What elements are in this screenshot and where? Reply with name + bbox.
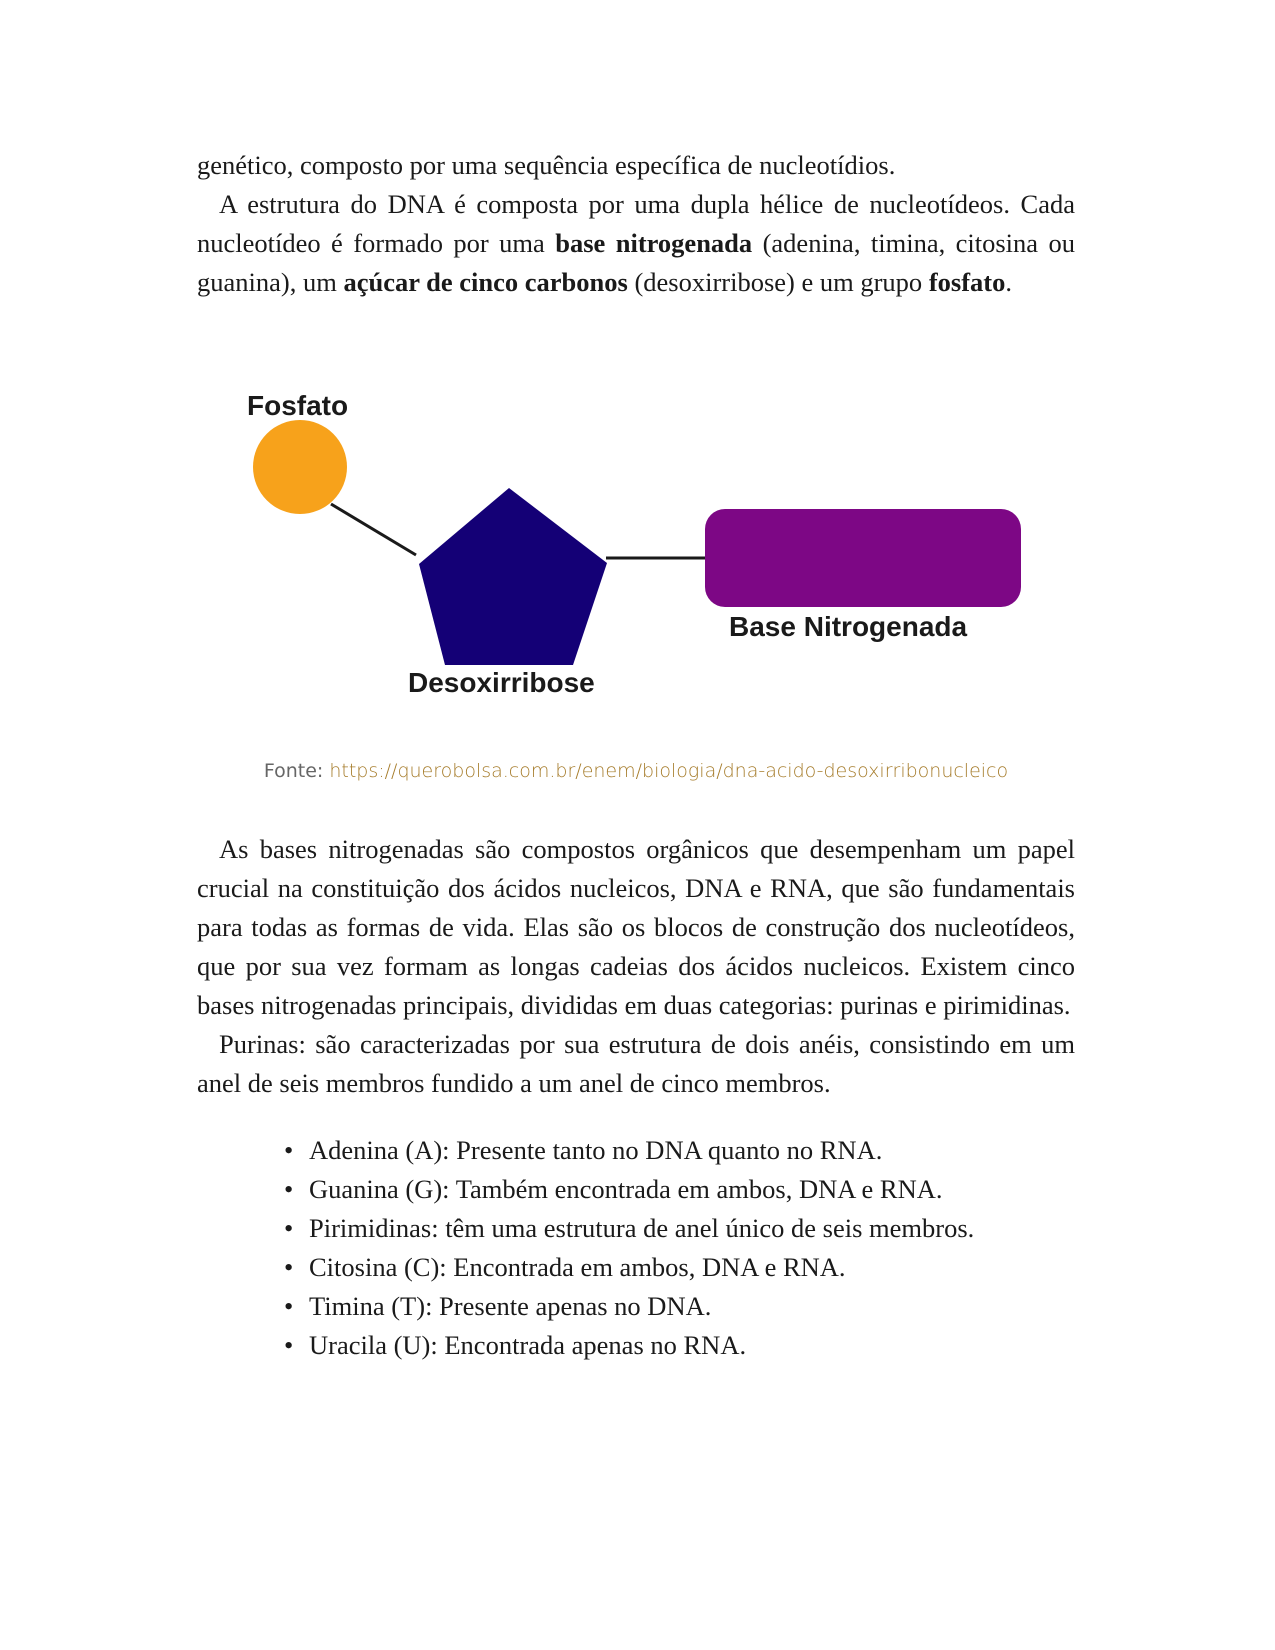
paragraph-2-text-c: (desoxirribose) e um grupo xyxy=(627,267,929,297)
paragraph-2-text-a: A estrutura do DNA é composta por uma dupla hélice de nucleotídeos. Cada nucleotídeo é formado por uma xyxy=(197,189,1075,258)
caption-prefix: Fonte: xyxy=(263,760,330,782)
list-item-text: Pirimidinas: têm uma estrutura de anel único de seis membros. xyxy=(309,1213,975,1243)
paragraph-1: genético, composto por uma sequência específica de nucleotídios. xyxy=(197,150,896,180)
sugar-pentagon xyxy=(419,488,607,665)
bullet: • xyxy=(284,1291,294,1321)
bullet: • xyxy=(284,1213,294,1243)
bullet: • xyxy=(284,1330,294,1360)
bullet: • xyxy=(284,1252,294,1282)
list-item xyxy=(284,1209,1075,1248)
list-item-text: Timina (T): Presente apenas no DNA. xyxy=(309,1291,712,1321)
list-item xyxy=(284,1326,1075,1365)
bullet: • xyxy=(284,1174,294,1204)
phosphate-circle xyxy=(253,420,347,514)
paragraph-2 xyxy=(197,185,1075,302)
list-item xyxy=(284,1287,1075,1326)
paragraph-3: As bases nitrogenadas são compostos orgânicos que desempenham um papel crucial na constituição dos ácidos nucleicos, DNA e RNA, que são fundamentais para todas as formas de vida. Elas são os blocos de construção dos nucleotídeos, que por sua vez formam as longas cadeias dos ácidos nucleicos. Existem cinco bases nitrogenadas principais, divididas em duas categorias: purinas e pirimidinas. xyxy=(197,834,1075,1020)
paragraph-4: Purinas: são caracterizadas por sua estrutura de dois anéis, consistindo em um anel de seis membros fundido a um anel de cinco membros. xyxy=(197,1029,1075,1098)
list-item xyxy=(284,1131,1075,1170)
bold-base-nitrogenada: base nitrogenada xyxy=(555,228,753,258)
phosphate-label: Fosfato xyxy=(247,390,349,421)
list-item xyxy=(284,1170,1075,1209)
document-page xyxy=(197,146,1075,1365)
list-item-text: Uracila (U): Encontrada apenas no RNA. xyxy=(309,1330,747,1360)
sugar-label: Desoxirribose xyxy=(408,667,595,698)
caption-source-link[interactable]: https://querobolsa.com.br/enem/biologia/dna-acido-desoxirribonucleico xyxy=(329,760,1009,782)
bold-fosfato: fosfato xyxy=(928,267,1006,297)
list-item-text: Citosina (C): Encontrada em ambos, DNA e RNA. xyxy=(309,1252,846,1282)
bases-list xyxy=(197,1131,1075,1365)
base-label: Base Nitrogenada xyxy=(729,611,968,642)
nucleotide-diagram xyxy=(197,338,1075,768)
bullet: • xyxy=(284,1135,294,1165)
list-item xyxy=(284,1248,1075,1287)
list-item-text: Guanina (G): Também encontrada em ambos, DNA e RNA. xyxy=(309,1174,943,1204)
paragraph-2-text-b: (adenina, timina, citosina ou guanina), um xyxy=(197,228,1075,297)
base-rectangle xyxy=(705,509,1021,607)
list-item-text: Adenina (A): Presente tanto no DNA quanto no RNA. xyxy=(309,1135,883,1165)
paragraph-2-text-d: . xyxy=(1005,267,1012,297)
phosphate-sugar-bond xyxy=(331,504,416,555)
bold-acucar: açúcar de cinco carbonos xyxy=(343,267,628,297)
